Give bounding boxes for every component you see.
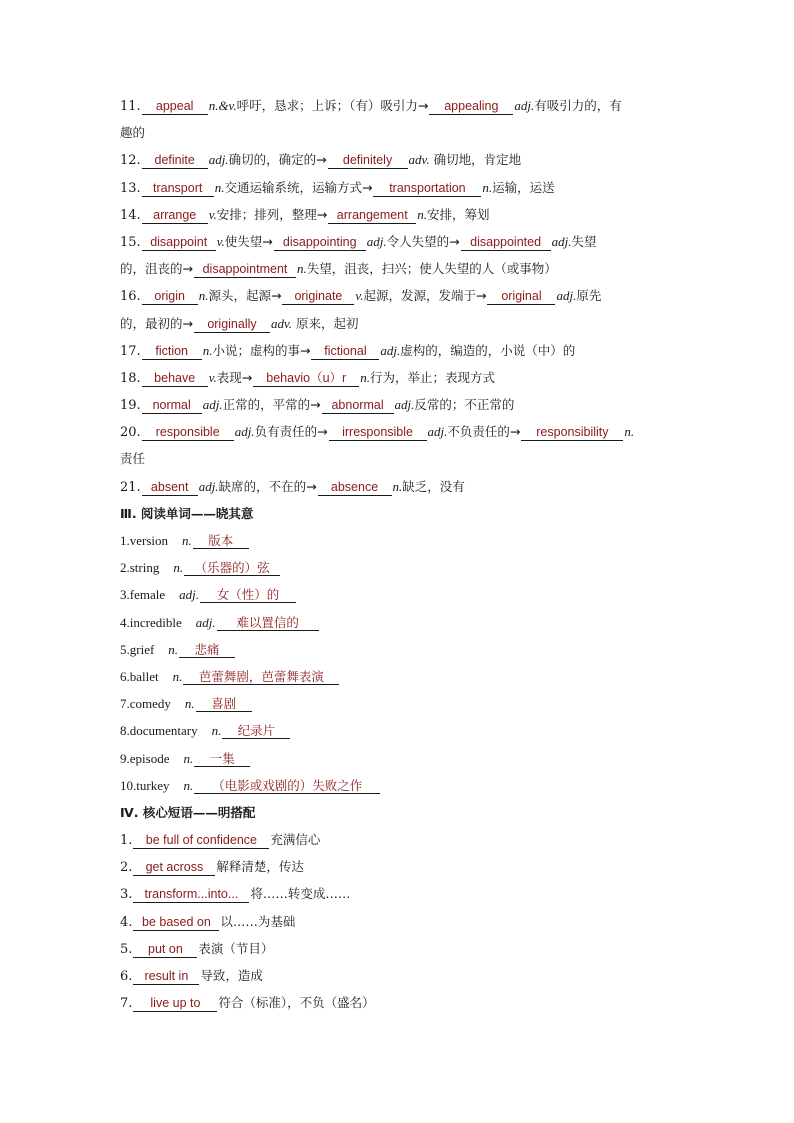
answer-blank: 版本 — [193, 533, 249, 549]
word: 8.documentary — [120, 723, 198, 739]
core-phrases-list — [120, 826, 680, 1016]
vocab-item-15-continued — [120, 255, 680, 282]
answer-blank: get across — [133, 860, 215, 876]
definition: 交通运输系统，运输方式→ — [224, 179, 373, 195]
section-3-heading: Ⅲ. 阅读单词——晓其意 — [120, 505, 254, 521]
part-of-speech: adj. — [208, 152, 229, 168]
reading-word-item — [120, 745, 680, 772]
part-of-speech: n. — [168, 641, 179, 657]
definition: 行为，举止；表现方式 — [369, 369, 495, 385]
answer-blank: be based on — [133, 915, 219, 931]
item-number: 4. — [120, 914, 133, 930]
section-4-heading: Ⅳ. 核心短语——明搭配 — [120, 804, 256, 820]
part-of-speech: n. — [183, 777, 194, 793]
definition: 起源，发源，发端于→ — [363, 288, 487, 304]
definition: 呼吁，恳求；上诉；（有）吸引力→ — [236, 98, 429, 113]
vocab-item-16 — [120, 282, 680, 309]
definition: 负有责任的→ — [254, 424, 328, 440]
word: 5.grief — [120, 641, 155, 657]
definition: 不负责任的→ — [447, 424, 521, 440]
reading-word-item — [120, 636, 680, 663]
word: 4.incredible — [120, 614, 182, 630]
word: 6.ballet — [120, 668, 159, 684]
part-of-speech: adj. — [179, 587, 199, 603]
definition: 充满信心 — [270, 832, 321, 848]
reading-word-item — [120, 554, 680, 581]
item-number: 13. — [120, 180, 141, 196]
answer-blank: （乐器的）弦 — [184, 560, 280, 576]
answer-blank: 芭蕾舞剧，芭蕾舞表演 — [183, 669, 339, 685]
phrase-item — [120, 853, 680, 880]
answer-blank: responsibility — [521, 425, 623, 441]
answer-blank: absent — [142, 480, 198, 496]
definition: 的，最初的→ — [120, 315, 193, 331]
definition: 确切的，确定的→ — [228, 152, 327, 168]
answer-blank: 一集 — [194, 751, 250, 767]
definition: 原先 — [576, 288, 602, 304]
part-of-speech: adj. — [551, 233, 572, 249]
definition: 安排，筹划 — [426, 206, 490, 222]
item-number: 17. — [120, 343, 141, 359]
part-of-speech: n. — [182, 533, 192, 548]
definition: 源头，起源→ — [208, 288, 282, 304]
answer-blank: behave — [142, 371, 208, 387]
definition: 将……转变成…… — [250, 886, 351, 902]
definition: 反常的；不正常的 — [414, 397, 515, 413]
part-of-speech: adj. — [394, 397, 415, 413]
answer-blank: normal — [142, 398, 202, 414]
part-of-speech: adj. — [234, 424, 255, 440]
answer-blank: 女（性）的 — [200, 587, 296, 603]
item-number: 1. — [120, 833, 133, 849]
definition: 表现→ — [216, 369, 253, 385]
answer-blank: irresponsible — [329, 425, 427, 441]
definition: 以……为基础 — [220, 913, 296, 929]
part-of-speech: n. — [214, 179, 225, 195]
answer-blank: 喜剧 — [196, 696, 252, 712]
part-of-speech: n.&v. — [208, 98, 237, 113]
part-of-speech: n. — [172, 668, 183, 684]
part-of-speech: v. — [216, 233, 225, 249]
definition: 小说；虚构的事→ — [212, 342, 311, 358]
part-of-speech: adj. — [366, 233, 387, 249]
item-number: 16. — [120, 289, 141, 305]
part-of-speech: adj. — [514, 98, 535, 113]
definition: 有吸引力的，有 — [534, 98, 622, 113]
word: 1.version — [120, 533, 169, 548]
item-number: 20. — [120, 425, 141, 441]
definition: 导致，造成 — [200, 968, 263, 983]
part-of-speech: adj. — [380, 342, 401, 358]
answer-blank: originate — [282, 289, 354, 305]
reading-words-list — [120, 527, 680, 799]
item-number: 21. — [120, 479, 141, 495]
answer-blank: transport — [142, 181, 214, 197]
item-number: 7. — [120, 996, 133, 1012]
word: 10.turkey — [120, 777, 170, 793]
part-of-speech: n. — [624, 424, 635, 440]
answer-blank: appealing — [429, 99, 513, 115]
definition: 确切地，肯定地 — [429, 152, 522, 168]
vocab-item-19 — [120, 391, 680, 418]
vocab-item-11 — [120, 92, 680, 119]
answer-blank: disappoint — [142, 235, 216, 251]
item-number: 18. — [120, 370, 141, 386]
part-of-speech: v. — [208, 369, 217, 385]
vocab-item-17 — [120, 337, 680, 364]
definition: 运输，运送 — [492, 179, 555, 195]
part-of-speech: n. — [392, 478, 403, 494]
answer-blank: result in — [133, 969, 199, 985]
answer-blank: 悲痛 — [179, 642, 235, 658]
phrase-item — [120, 908, 680, 935]
part-of-speech: adj. — [556, 288, 577, 304]
answer-blank: absence — [318, 480, 392, 496]
answer-blank: live up to — [133, 996, 217, 1012]
part-of-speech: adv. — [270, 315, 293, 331]
answer-blank: origin — [142, 289, 198, 305]
part-of-speech: v. — [355, 288, 364, 304]
definition: 安排；排列，整理→ — [216, 206, 328, 222]
vocab-item-16-continued — [120, 310, 680, 337]
vocab-item-12 — [120, 146, 680, 173]
item-number: 5. — [120, 941, 133, 957]
part-of-speech: adv. — [408, 152, 430, 168]
part-of-speech: adj. — [195, 614, 216, 630]
definition: 失望 — [571, 233, 597, 249]
answer-blank: disappointment — [194, 262, 296, 278]
vocab-item-13 — [120, 174, 680, 201]
part-of-speech: n. — [202, 342, 213, 358]
answer-blank: 纪录片 — [222, 723, 290, 739]
answer-blank: definitely — [328, 153, 408, 169]
reading-word-item — [120, 717, 680, 744]
part-of-speech: n. — [211, 723, 222, 739]
part-of-speech: n. — [183, 750, 194, 766]
definition: 使失望→ — [224, 233, 273, 249]
definition: 虚构的，编造的，小说（中）的 — [400, 342, 576, 358]
definition: 失望，沮丧，扫兴；使人失望的人（或事物） — [306, 261, 557, 277]
answer-blank: disappointing — [274, 235, 366, 251]
definition: 原来，起初 — [292, 315, 359, 331]
phrase-item — [120, 826, 680, 853]
answer-blank: responsible — [142, 425, 234, 441]
reading-word-item — [120, 527, 680, 554]
part-of-speech: n. — [482, 179, 493, 195]
answer-blank: behavio（u）r — [253, 371, 359, 387]
word: 9.episode — [120, 750, 170, 766]
vocab-item-21 — [120, 473, 680, 500]
vocab-item-20 — [120, 418, 680, 445]
phrase-item — [120, 989, 680, 1016]
reading-word-item — [120, 581, 680, 608]
definition: 的，沮丧的→ — [120, 261, 193, 277]
item-number: 3. — [120, 887, 133, 903]
answer-blank: put on — [133, 942, 197, 958]
reading-word-item — [120, 609, 680, 636]
reading-word-item — [120, 772, 680, 799]
answer-blank: originally — [194, 317, 270, 333]
answer-blank: fictional — [311, 344, 379, 360]
item-number: 15. — [120, 234, 141, 250]
vocab-item-18 — [120, 364, 680, 391]
definition: 符合（标准），不负（盛名） — [218, 995, 375, 1011]
part-of-speech: v. — [208, 206, 217, 222]
phrase-item — [120, 962, 680, 989]
answer-blank: original — [487, 289, 555, 305]
answer-blank: definite — [142, 153, 208, 169]
vocab-item-14 — [120, 201, 680, 228]
answer-blank: 难以置信的 — [217, 615, 319, 631]
worksheet-page — [120, 92, 680, 1016]
phrase-item — [120, 880, 680, 907]
item-number: 14. — [120, 207, 141, 223]
item-number: 2. — [120, 860, 133, 876]
item-number: 6. — [120, 969, 133, 984]
part-of-speech: adj. — [427, 424, 448, 440]
definition: 缺席的，不在的→ — [218, 478, 317, 494]
answer-blank: transform...into... — [133, 887, 249, 903]
answer-blank: arrange — [142, 208, 208, 224]
vocab-item-15 — [120, 228, 680, 255]
answer-blank: （电影或戏剧的）失败之作 — [194, 778, 380, 794]
part-of-speech: n. — [417, 206, 427, 222]
definition: 解释清楚，传达 — [216, 859, 304, 875]
part-of-speech: n. — [184, 696, 195, 712]
item-number: 19. — [120, 398, 141, 414]
definition: 缺乏，没有 — [402, 478, 465, 494]
phrase-item — [120, 935, 680, 962]
answer-blank: arrangement — [328, 208, 416, 224]
answer-blank: be full of confidence — [133, 833, 269, 849]
word: 3.female — [120, 587, 166, 603]
item-number: 12. — [120, 153, 141, 169]
reading-word-item — [120, 663, 680, 690]
answer-blank: disappointed — [461, 235, 551, 251]
word: 7.comedy — [120, 696, 171, 712]
item-number: 11. — [120, 99, 141, 114]
vocab-item-11-continued: 趣的 — [120, 125, 146, 141]
part-of-speech: adj. — [198, 478, 219, 494]
part-of-speech: n. — [173, 560, 184, 576]
answer-blank: transportation — [373, 181, 481, 197]
part-of-speech: n. — [296, 261, 307, 277]
vocab-item-20-continued: 责任 — [120, 451, 146, 467]
answer-blank: abnormal — [322, 398, 394, 414]
definition: 表演（节目） — [198, 940, 274, 956]
part-of-speech: n. — [360, 369, 370, 385]
part-of-speech: n. — [198, 288, 209, 304]
reading-word-item — [120, 690, 680, 717]
answer-blank: appeal — [142, 99, 208, 115]
answer-blank: fiction — [142, 344, 202, 360]
definition: 令人失望的→ — [386, 233, 460, 249]
definition: 正常的，平常的→ — [222, 397, 321, 413]
part-of-speech: adj. — [202, 397, 223, 413]
word: 2.string — [120, 560, 160, 576]
